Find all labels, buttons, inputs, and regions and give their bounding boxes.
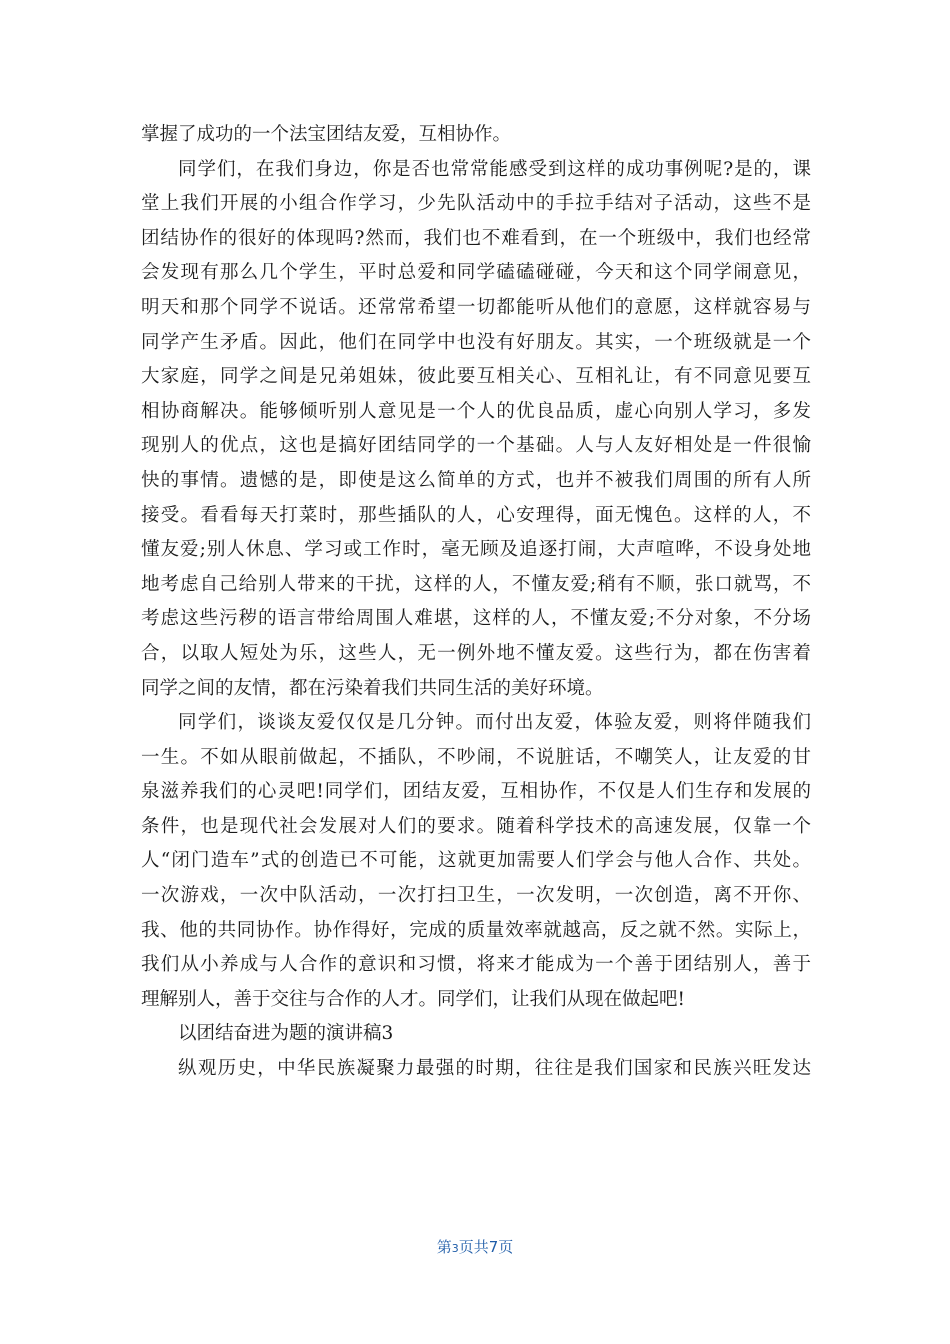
footer-page-number: 3 [451,1242,459,1255]
text-line: 合，以取人短处为乐，这些人，无一例外地不懂友爱。这些行为，都在伤害着 [141,642,811,664]
text-line: 同学产生矛盾。因此，他们在同学中也没有好朋友。其实，一个班级就是一个 [141,331,811,353]
section-heading: 以团结奋进为题的演讲稿3 [178,1023,394,1045]
text-line: 明天和那个同学不说话。还常常希望一切都能听从他们的意愿，这样就容易与 [141,296,811,318]
text-line: 条件，也是现代社会发展对人们的要求。随着科学技术的高速发展，仅靠一个 [141,815,811,837]
page-footer [0,1236,950,1257]
footer-middle: 页共 [458,1238,489,1256]
footer-suffix: 页 [498,1238,514,1256]
text-line: 同学之间的友情，都在污染着我们共同生活的美好环境。 [141,677,604,699]
text-line: 理解别人，善于交往与合作的人才。同学们，让我们从现在做起吧! [141,988,685,1010]
text-line: 考虑这些污秽的语言带给周围人难堪，这样的人，不懂友爱;不分对象，不分场 [141,608,811,630]
text-line: 堂上我们开展的小组合作学习，少先队活动中的手拉手结对子活动，这些不是 [141,193,811,215]
text-line: 我、他的共同协作。协作得好，完成的质量效率就越高，反之就不然。实际上， [141,919,811,941]
text-line: 懂友爱;别人休息、学习或工作时，毫无顾及追逐打闹，大声喧哗，不设身处地 [141,539,811,561]
text-line: 掌握了成功的一个法宝团结友爱，互相协作。 [141,124,512,145]
text-line: 会发现有那么几个学生，平时总爱和同学磕磕碰碰，今天和这个同学闹意见， [141,262,811,284]
text-line: 团结协作的很好的体现吗?然而，我们也不难看到，在一个班级中，我们也经常 [141,227,811,249]
text-line: 人“闭门造车”式的创造已不可能，这就更加需要人们学会与他人合作、共处。 [141,850,811,872]
text-line: 泉滋养我们的心灵吧!同学们，团结友爱，互相协作，不仅是人们生存和发展的 [141,781,811,803]
text-line: 一次游戏，一次中队活动，一次打扫卫生，一次发明，一次创造，离不开你、 [141,885,811,907]
text-line: 相协商解决。能够倾听别人意见是一个人的优良品质，虚心向别人学习，多发 [141,400,811,422]
text-line: 同学们，谈谈友爱仅仅是几分钟。而付出友爱，体验友爱，则将伴随我们 [178,712,811,734]
text-line: 接受。看看每天打菜时，那些插队的人，心安理得，面无愧色。这样的人，不 [141,504,811,526]
text-line: 大家庭，同学之间是兄弟姐妹，彼此要互相关心、互相礼让，有不同意见要互 [141,366,811,388]
text-line: 同学们，在我们身边，你是否也常常能感受到这样的成功事例呢?是的，课 [178,158,811,180]
footer-total-pages: 7 [488,1238,499,1256]
body-text [141,118,811,1087]
text-line: 我们从小养成与人合作的意识和习惯，将来才能成为一个善于团结别人，善于 [141,954,811,976]
footer-prefix: 第 [436,1238,452,1256]
text-line: 纵观历史，中华民族凝聚力最强的时期，往往是我们国家和民族兴旺发达 [178,1058,811,1080]
text-line: 地考虑自己给别人带来的干扰，这样的人，不懂友爱;稍有不顺，张口就骂，不 [141,573,811,595]
text-line: 一生。不如从眼前做起，不插队，不吵闹，不说脏话，不嘲笑人，让友爱的甘 [141,746,811,768]
text-line: 快的事情。遗憾的是，即使是这么简单的方式，也并不被我们周围的所有人所 [141,469,811,491]
text-line: 现别人的优点，这也是搞好团结同学的一个基础。人与人友好相处是一件很愉 [141,435,811,457]
